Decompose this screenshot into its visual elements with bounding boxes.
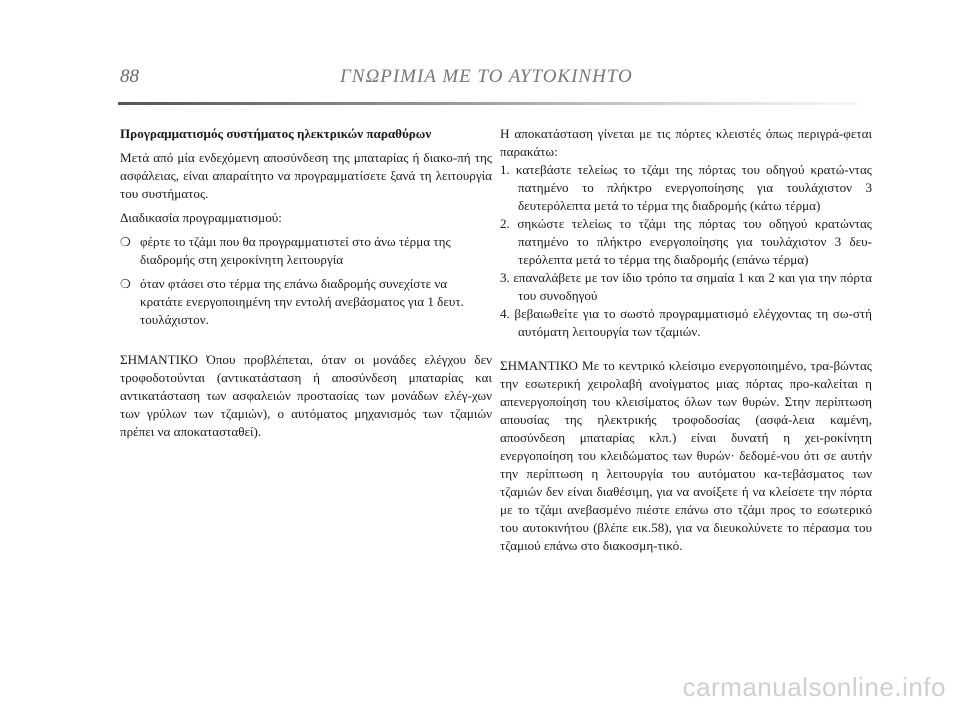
step-item: 2. σηκώστε τελείως το τζάμι της πόρτας του οδηγού κρατώντας πατημένο το πλήκτρο ενεργοποίησης για τουλάχιστον 3 δευ-τερόλεπτα μετά το τέρμα της διαδρομής (επάνω τέρμα) xyxy=(500,216,872,267)
step-item: 4. βεβαιωθείτε για το σωστό προγραμματισμό ελέγχοντας τη σω-στή αυτόματη λειτουργία των τζαμιών. xyxy=(500,306,872,339)
intro-paragraph: Μετά από μία ενδεχόμενη αποσύνδεση της μπαταρίας ή διακο-πή της ασφάλειας, είναι απαραίτητο να προγραμματίσετε ξανά τη λειτουργία του συστήματος. xyxy=(120,150,492,201)
page-header-title: ΓΝΩΡΙΜΙΑ ΜΕ ΤΟ ΑΥΤΟΚΙΝΗΤΟ xyxy=(340,66,633,87)
left-column xyxy=(120,125,492,441)
list-item-text: φέρτε το τζάμι που θα προγραμματιστεί στο άνω τέρμα της διαδρομής στη χειροκίνητη λειτουργία xyxy=(140,234,451,267)
page-number: 88 xyxy=(120,66,139,87)
important-note: ΣΗΜΑΝΤΙΚΟ Όπου προβλέπεται, όταν οι μονάδες ελέγχου δεν τροφοδοτούνται (αντικατάσταση ή αποσύνδεση μπαταρίας και αντικατάσταση των ασφαλειών προστασίας των μονάδων ελέγ-χων των γρύλων των τζαμιών), ο αυτόματος μηχανισμός των τζαμιών πρέπει να αποκατασταθεί). xyxy=(120,352,492,439)
restore-intro: Η αποκατάσταση γίνεται με τις πόρτες κλειστές όπως περιγρά-φεται παρακάτω: xyxy=(500,126,872,159)
header-rule xyxy=(118,102,858,105)
bullet-circle-icon: ❍ xyxy=(120,277,131,291)
step-item: 1. κατεβάστε τελείως το τζάμι της πόρτας του οδηγού κρατώ-ντας πατημένο το πλήκτρο ενεργοποίησης για τουλάχιστον 3 δευτερόλεπτα μετά το τέρμα της διαδρομής (κάτω τέρμα) xyxy=(500,162,872,213)
bullet-circle-icon: ❍ xyxy=(120,235,131,249)
watermark: carmanualsonline.info xyxy=(682,672,946,702)
list-item xyxy=(120,233,492,269)
right-column xyxy=(500,125,872,555)
step-item: 3. επαναλάβετε με τον ίδιο τρόπο τα σημαία 1 και 2 και για την πόρτα του συνοδηγού xyxy=(500,270,872,303)
procedure-label: Διαδικασία προγραμματισμού: xyxy=(120,210,282,225)
list-item xyxy=(120,275,492,329)
section-heading: Προγραμματισμός συστήματος ηλεκτρικών παραθύρων xyxy=(120,126,432,141)
important-note: ΣΗΜΑΝΤΙΚΟ Με το κεντρικό κλείσιμο ενεργοποιημένο, τρα-βώντας την εσωτερική χειρολαβή ανοίγματος μιας πόρτας προ-καλείται η απενεργοποίηση του κλεισίματος όλων των θυρών. Στην περίπτωση απουσίας της ηλεκτρικής τροφοδοσίας (ασφά-λεια καμένη, αποσύνδεση μπαταρίας κλπ.) είναι δυνατή η χει-ροκίνητη ενεργοποίηση του κλειδώματος των θυρών· δεδομέ-νου ότι σε αυτήν την περίπτωση η λειτουργία του αυτόματου κα-τεβάσματος των τζαμιών δεν είναι διαθέσιμη, για να ανοίξετε ή να κλείσετε την πόρτα με το τζάμι ανεβασμένο πιέστε επάνω στο τζάμι προς το εσωτερικό του αυτοκινήτου (βλέπε εικ.58), για να διευκολύνετε το πέρασμα του τζαμιού επάνω στο διακοσμη-τικό. xyxy=(500,358,872,553)
list-item-text: όταν φτάσει στο τέρμα της επάνω διαδρομής συνεχίστε να κρατάτε ενεργοποιημένη την εντολή ανεβάσματος για 1 δευτ. τουλάχιστον. xyxy=(140,276,464,327)
